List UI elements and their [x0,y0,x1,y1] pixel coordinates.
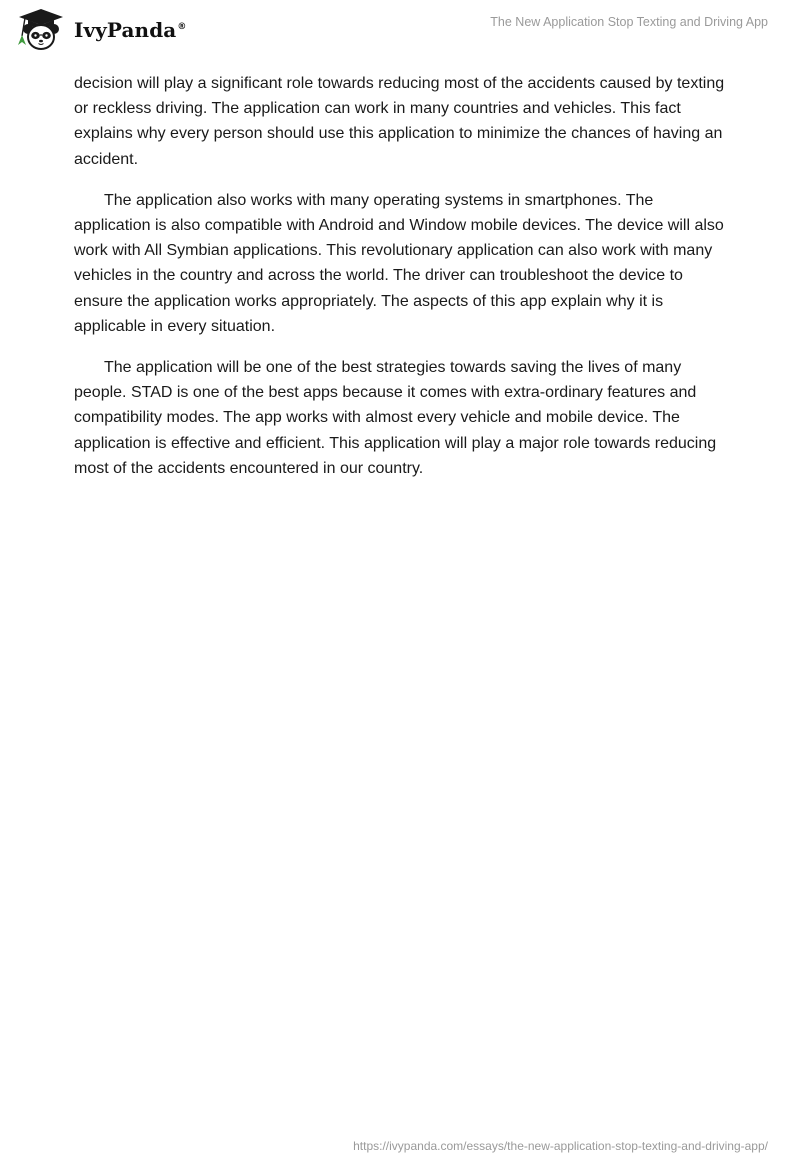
brand-name: IvyPanda® [74,18,187,42]
document-title: The New Application Stop Texting and Driving App [490,15,768,29]
paragraph: decision will play a significant role towards reducing most of the accidents caused by texting or reckless driving. The application can work in many countries and vehicles. This fact explains why every person should use this application to minimize the chances of having an accident. [74,75,725,168]
paragraph: The application also works with many operating systems in smartphones. The application is also compatible with Android and Window mobile devices. The device will also work with All Symbian applications. This revolutionary application can also work with many vehicles in the country and across the world. The driver can troubleshoot the device to ensure the application works appropriately. The aspects of this app explain why it is applicable in every situation. [74,191,724,335]
source-url[interactable]: https://ivypanda.com/essays/the-new-application-stop-texting-and-driving-app/ [353,1139,768,1153]
ivypanda-logo[interactable] [16,8,186,52]
paragraph: The application will be one of the best strategies towards saving the lives of many people. STAD is one of the best apps because it comes with extra-ordinary features and compatibility modes. The app works with almost every vehicle and mobile device. The application is effective and efficient. This application will play a major role towards reducing most of the accidents encountered in our country. [74,359,717,477]
registered-mark: ® [177,22,187,33]
page-header [0,0,800,60]
panda-graduate-icon [16,8,66,52]
essay-body [74,71,734,497]
